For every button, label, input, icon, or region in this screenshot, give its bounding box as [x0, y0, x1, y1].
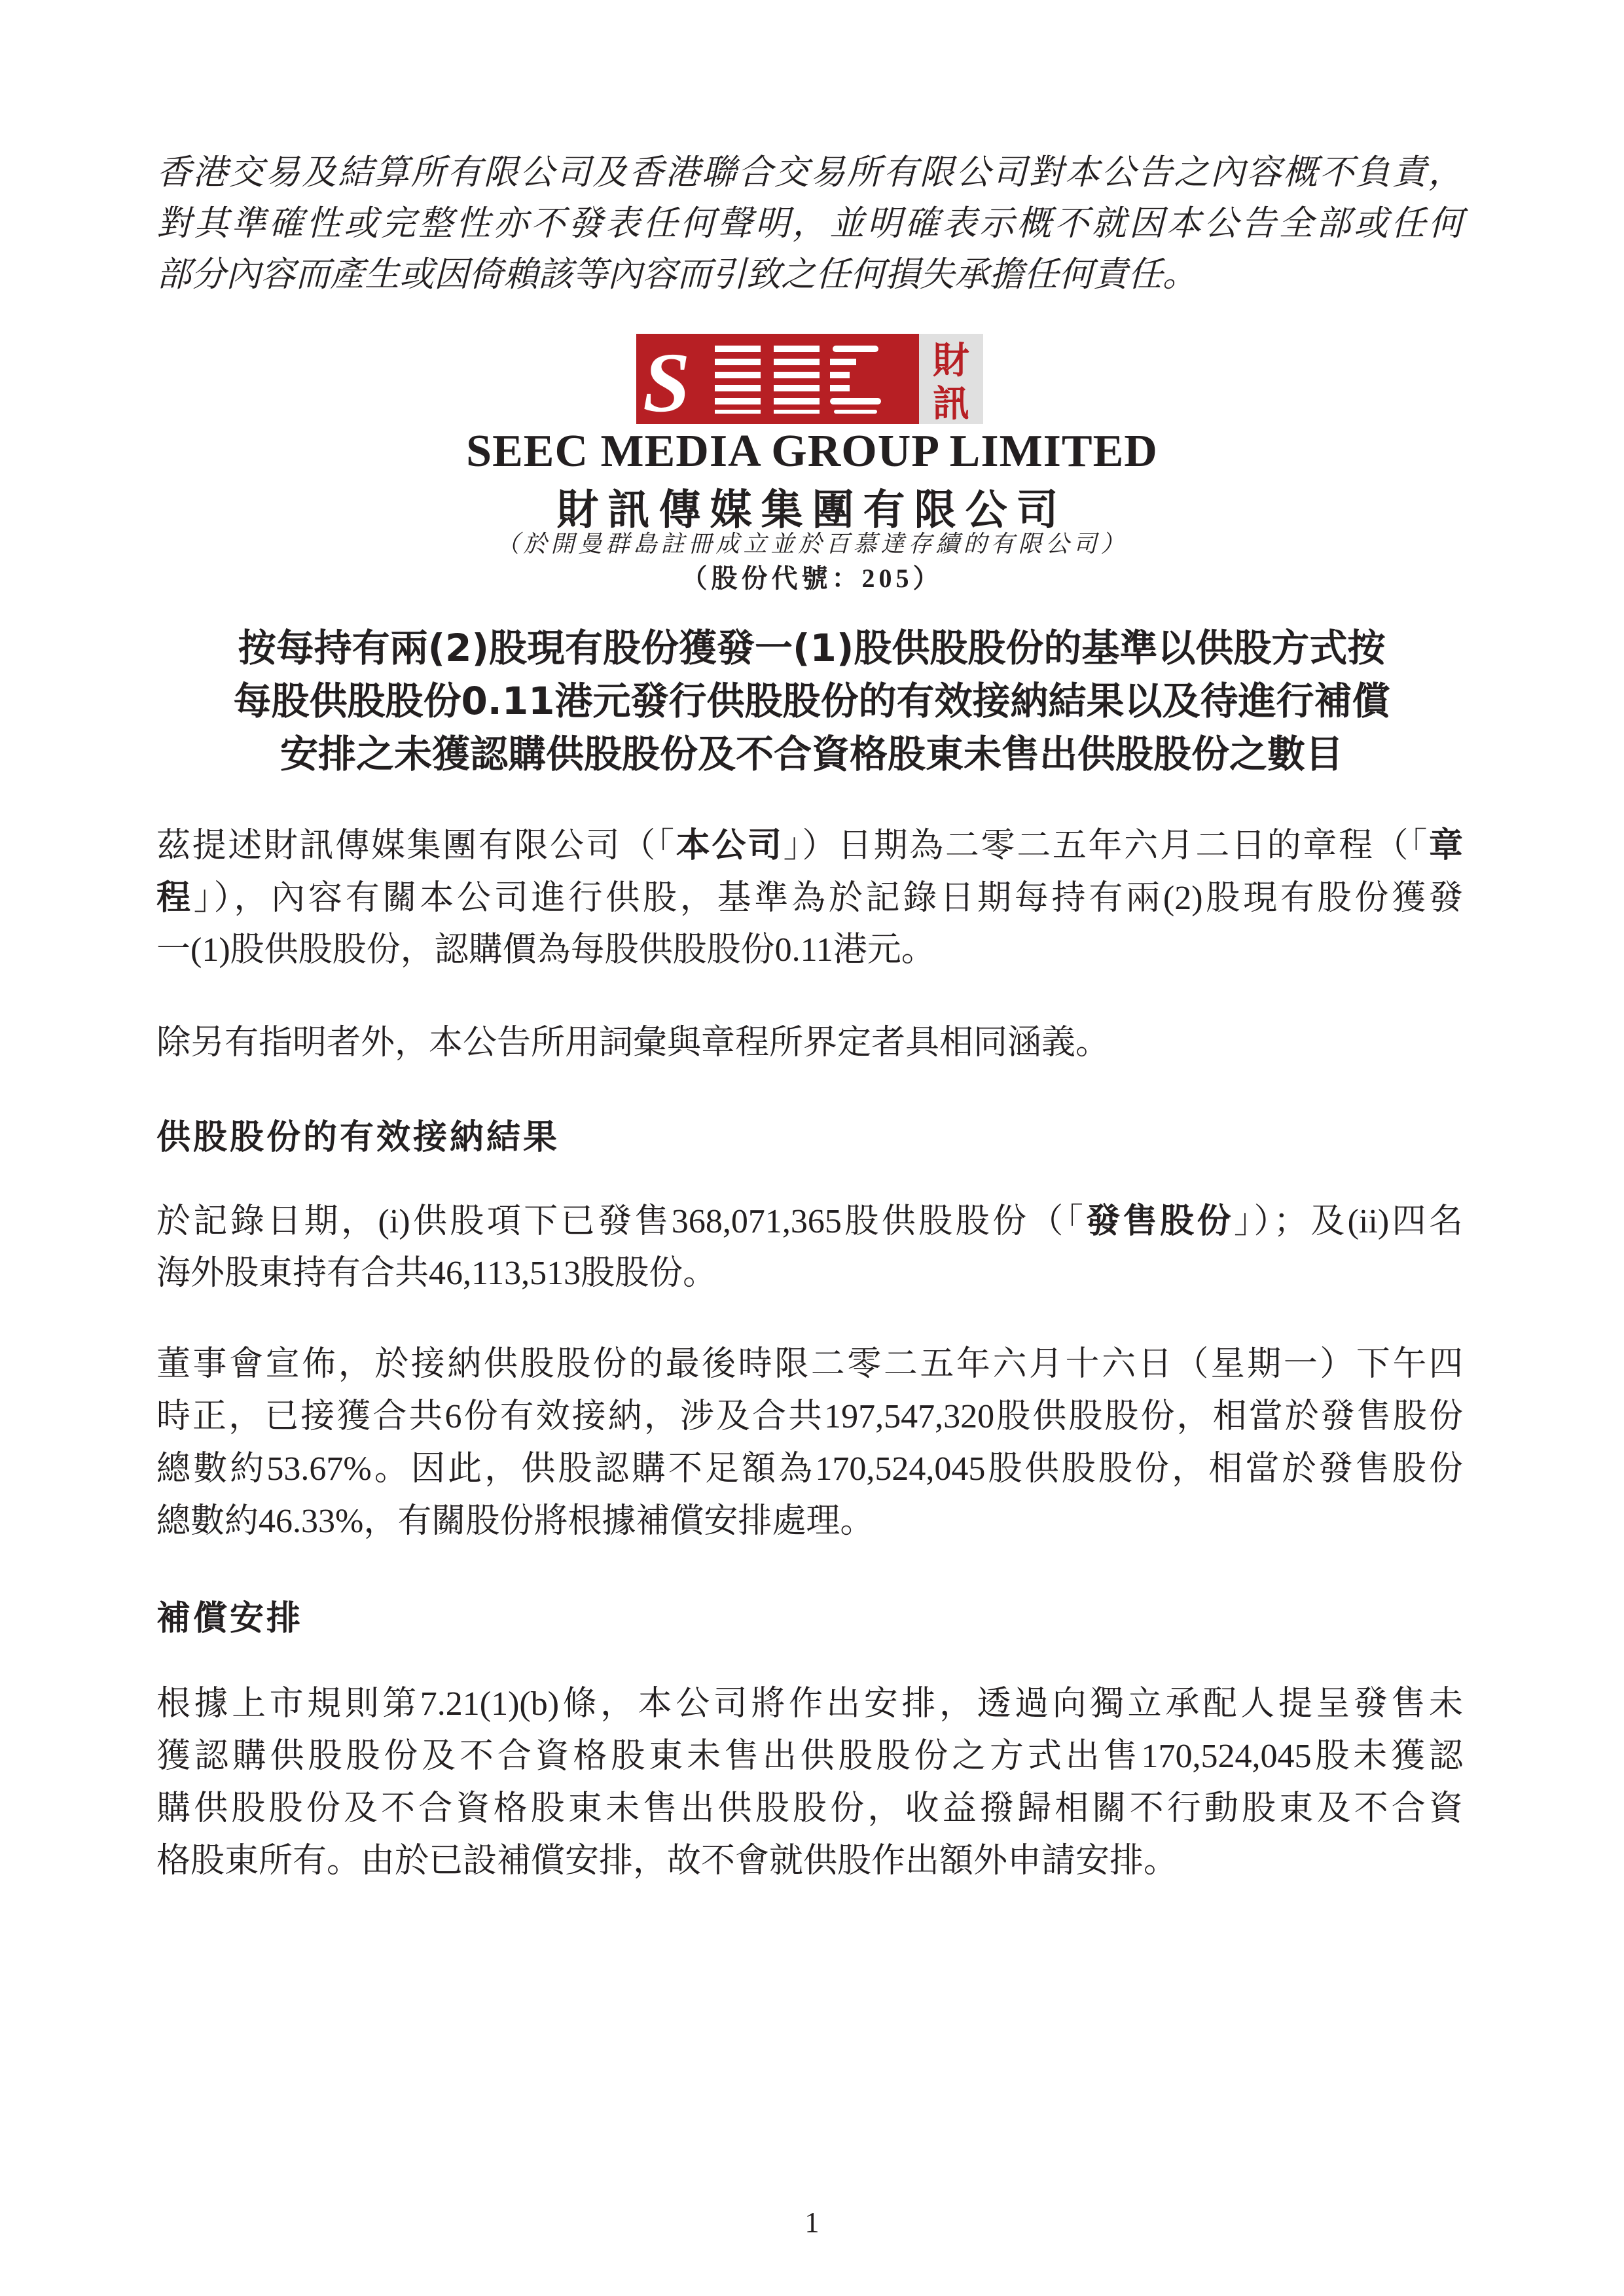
text-segment: 總數約53.67%。因此，供股認購不足額為170,524,045股供股股份，相當於發售股份 [156, 1450, 1463, 1488]
text-line [156, 1247, 1463, 1300]
disclaimer [156, 147, 1463, 300]
text-line [156, 1195, 1463, 1247]
paragraph-introduction [156, 819, 1463, 977]
text-segment: 」）；及(ii)四名 [1233, 1203, 1463, 1240]
text-line [170, 728, 1453, 781]
text-segment: 除另有指明者外，本公告所用詞彙與章程所界定者具相同涵義。 [156, 1024, 1110, 1062]
text-line [156, 1783, 1463, 1835]
heading-compensatory-arrangements: 補償安排 [156, 1599, 304, 1638]
text-segment: 一(1)股供股股份，認購價為每股供股股份0.11港元。 [156, 931, 935, 969]
text-segment: 對其準確性或完整性亦不發表任何聲明，並明確表示概不就因本公告全部或任何 [156, 205, 1463, 243]
text-line [156, 1017, 1463, 1069]
heading-acceptance-results: 供股股份的有效接納結果 [156, 1118, 560, 1157]
text-line [156, 1496, 1463, 1548]
text-line [156, 198, 1463, 249]
text-line [156, 1678, 1463, 1731]
text-line [156, 1391, 1463, 1443]
paragraph-acceptances [156, 1338, 1463, 1548]
logo-cn-1: 財 [933, 341, 969, 382]
text-segment: 每股供股股份0.11港元發行供股股份的有效接納結果以及待進行補償 [233, 679, 1390, 723]
text-line [156, 1338, 1463, 1391]
logo-cn-2: 訊 [933, 384, 969, 424]
text-segment: 格股東所有。由於已設補償安排，故不會就供股作出額外申請安排。 [156, 1842, 1178, 1880]
text-line [156, 249, 1463, 300]
svg-text:S: S [643, 336, 691, 424]
text-segment: 按每持有兩(2)股現有股份獲發一(1)股供股股份的基準以供股方式按 [238, 626, 1386, 670]
announcement-title [170, 622, 1453, 781]
text-segment: 」）日期為二零二五年六月二日的章程（「 [783, 827, 1429, 865]
defined-term: 程 [156, 878, 194, 918]
incorporation-note: （於開曼群島註冊成立並於百慕達存續的有限公司） [496, 531, 1128, 557]
text-line [156, 924, 1463, 977]
text-line [170, 622, 1453, 675]
text-segment: 」），內容有關本公司進行供股，基準為於記錄日期每持有兩(2)股現有股份獲發 [193, 880, 1463, 917]
text-segment: 安排之未獲認購供股股份及不合資格股東未售出供股股份之數目 [280, 732, 1343, 776]
text-segment: 海外股東持有合共46,113,513股股份。 [156, 1255, 717, 1292]
text-line [156, 1443, 1463, 1496]
defined-term: 章 [1428, 826, 1463, 865]
defined-term: 發售股份 [1086, 1202, 1234, 1241]
text-segment: 香港交易及結算所有限公司及香港聯合交易所有限公司對本公告之內容概不負責， [156, 154, 1463, 192]
company-logo [636, 334, 983, 424]
text-line [156, 819, 1463, 872]
text-line [156, 872, 1463, 924]
text-segment: 購供股股份及不合資格股東未售出供股股份，收益撥歸相關不行動股東及不合資 [156, 1790, 1463, 1827]
page-number: 1 [804, 2206, 820, 2238]
paragraph-compensatory [156, 1678, 1463, 1888]
text-segment: 於記錄日期，(i)供股項下已發售368,071,365股供股股份（「 [156, 1203, 1087, 1240]
text-segment: 根據上市規則第7.21(1)(b)條，本公司將作出安排，透過向獨立承配人提呈發售未 [156, 1685, 1463, 1723]
stock-code: （股份代號：205） [681, 564, 943, 593]
defined-term: 本公司 [676, 826, 784, 865]
text-segment: 茲提述財訊傳媒集團有限公司（「 [156, 827, 676, 865]
paragraph-definitions [156, 1017, 1463, 1069]
text-line [156, 1731, 1463, 1783]
text-line [170, 675, 1453, 728]
text-segment: 獲認購供股股份及不合資格股東未售出供股股份之方式出售170,524,045股未獲認 [156, 1738, 1463, 1775]
text-line [156, 1835, 1463, 1888]
company-name-zh: 財訊傳媒集團有限公司 [556, 486, 1068, 535]
text-line [156, 147, 1463, 198]
text-segment: 董事會宣佈，於接納供股股份的最後時限二零二五年六月十六日（星期一）下午四 [156, 1346, 1463, 1383]
company-name-en: SEEC MEDIA GROUP LIMITED [466, 426, 1158, 476]
text-segment: 總數約46.33%，有關股份將根據補償安排處理。 [156, 1503, 875, 1540]
paragraph-record-date [156, 1195, 1463, 1300]
text-segment: 部分內容而產生或因倚賴該等內容而引致之任何損失承擔任何責任。 [156, 256, 1197, 294]
text-segment: 時正，已接獲合共6份有效接納，涉及合共197,547,320股供股股份，相當於發售股份 [156, 1398, 1463, 1435]
